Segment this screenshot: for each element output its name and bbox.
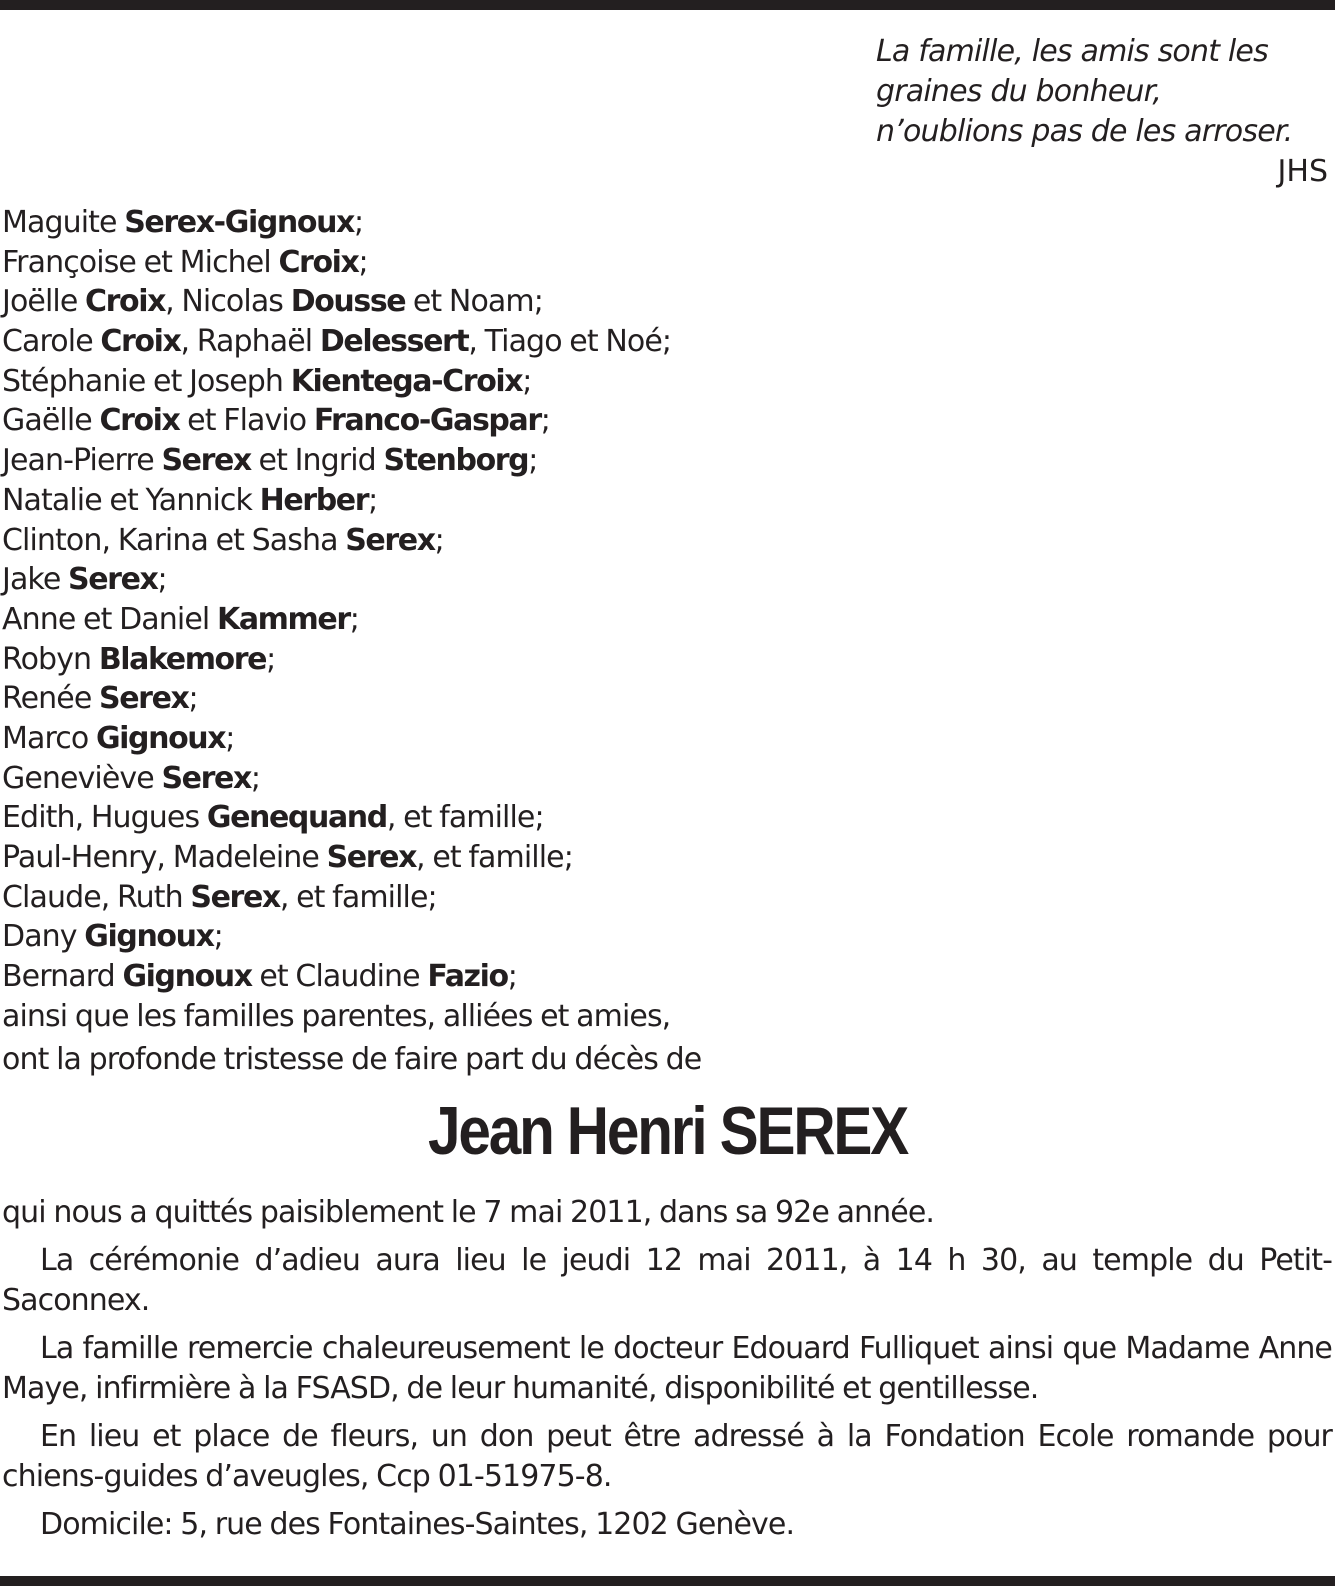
- given-names: Gaëlle: [2, 403, 100, 439]
- given-names: Carole: [2, 324, 101, 360]
- given-names: ;: [266, 641, 276, 677]
- quote-signature: JHS: [1277, 154, 1328, 189]
- given-names: , Nicolas: [165, 284, 291, 320]
- given-names: Anne et Daniel: [2, 601, 217, 637]
- mourner-line: [2, 401, 1002, 441]
- surname: Blakemore: [98, 641, 267, 677]
- given-names: ;: [188, 681, 198, 717]
- mourner-line: [2, 679, 1002, 719]
- given-names: ;: [358, 244, 368, 280]
- mourner-line: [2, 838, 1002, 878]
- given-names: ;: [522, 363, 532, 399]
- surname: Gignoux: [84, 919, 214, 955]
- notice-body: [2, 1193, 1332, 1545]
- surname: Dousse: [290, 284, 406, 320]
- given-names: ;: [434, 522, 444, 558]
- given-names: , Raphaël: [180, 324, 320, 360]
- given-names: Marco: [2, 720, 96, 756]
- mourner-line: [2, 560, 1002, 600]
- deceased-name: Jean Henri SEREX: [428, 1093, 908, 1169]
- surname: Croix: [85, 284, 166, 320]
- given-names: Natalie et Yannick: [2, 482, 260, 518]
- domicile-paragraph: Domicile: 5, rue des Fontaines-Saintes, 1202 Genève.: [40, 1507, 795, 1542]
- quote-line: graines du bonheur,: [876, 74, 1162, 109]
- given-names: Dany: [2, 919, 85, 955]
- given-names: et Ingrid: [250, 443, 384, 479]
- given-names: Clinton, Karina et Sasha: [2, 522, 346, 558]
- given-names: ;: [225, 720, 235, 756]
- mourner-line: [2, 878, 1002, 918]
- given-names: ;: [528, 443, 538, 479]
- mourner-line: [2, 640, 1002, 680]
- donation-paragraph: En lieu et place de fleurs, un don peut être adressé à la Fondation Ecole romande pour chiens-guides d’aveugles, Ccp 01-51975-8.: [2, 1419, 1332, 1494]
- ceremony-paragraph: La cérémonie d’adieu aura lieu le jeudi 12 mai 2011, à 14 h 30, au temple du Petit-Saconnex.: [2, 1243, 1332, 1318]
- surname: Serex: [68, 562, 158, 598]
- given-names: ;: [368, 482, 378, 518]
- surname: Croix: [278, 244, 359, 280]
- mourner-line: [2, 282, 1002, 322]
- surname: Serex-Gignoux: [124, 205, 354, 240]
- mourner-line: [2, 441, 1002, 481]
- surname: Gignoux: [95, 720, 226, 756]
- given-names: Stéphanie et Joseph: [2, 363, 291, 399]
- surname: Serex: [345, 522, 435, 558]
- given-names: ;: [213, 919, 223, 955]
- given-names: ;: [250, 760, 261, 796]
- mourner-line: [2, 759, 1002, 799]
- surname: Serex: [99, 681, 189, 717]
- given-names: et Flavio: [179, 403, 314, 439]
- given-names: Geneviève: [2, 760, 162, 796]
- mourner-line: [2, 521, 1002, 561]
- given-names: ;: [349, 601, 359, 637]
- given-names: Claude, Ruth: [2, 879, 191, 915]
- surname: Gignoux: [122, 959, 252, 995]
- mourner-line: [2, 917, 1002, 957]
- bottom-rule: [0, 1576, 1335, 1586]
- surname: Franco-Gaspar: [313, 403, 541, 439]
- surname: Delessert: [319, 324, 469, 360]
- given-names: Robyn: [2, 641, 99, 677]
- mourner-line: [2, 481, 1002, 521]
- surname: Croix: [99, 403, 180, 439]
- given-names: Edith, Hugues: [2, 800, 207, 836]
- top-rule: [0, 0, 1335, 10]
- thanks-paragraph: La famille remercie chaleureusement le docteur Edouard Fulliquet ainsi que Madame Anne Maye, infirmière à la FSASD, de leur humanité, disponibilité et gentillesse.: [2, 1331, 1332, 1406]
- given-names: , Tiago et Noé;: [468, 324, 672, 360]
- closing-line: ainsi que les familles parentes, alliées et amies,: [2, 998, 671, 1034]
- given-names: Jean-Pierre: [2, 443, 162, 479]
- given-names: ;: [507, 959, 517, 995]
- quote-line: La famille, les amis sont les: [876, 34, 1268, 69]
- given-names: Paul-Henry, Madeleine: [2, 840, 327, 875]
- epigraph-quote: [876, 32, 1328, 192]
- mourner-line: [2, 957, 1002, 997]
- given-names: , et famille;: [416, 840, 573, 875]
- surname: Kientega-Croix: [290, 363, 523, 399]
- mourner-line: [2, 600, 1002, 640]
- mourner-line: [2, 798, 1002, 838]
- given-names: , et famille;: [279, 879, 437, 915]
- given-names: Renée: [2, 681, 100, 717]
- given-names: et Claudine: [251, 959, 428, 995]
- mourner-line: [2, 719, 1002, 759]
- surname: Serex: [161, 760, 251, 796]
- surname: Serex: [326, 840, 417, 875]
- given-names: , et famille;: [386, 800, 544, 836]
- announcement-text: ont la profonde tristesse de faire part du décès de: [2, 1042, 702, 1077]
- mourner-line: [2, 203, 1002, 243]
- given-names: et Noam;: [405, 284, 543, 320]
- mourner-line: [2, 322, 1002, 362]
- given-names: Maguite: [2, 205, 125, 240]
- given-names: Jake: [2, 562, 69, 598]
- quote-line: n’oublions pas de les arroser.: [876, 114, 1293, 149]
- given-names: ;: [540, 403, 550, 439]
- given-names: Françoise et Michel: [2, 244, 279, 280]
- mourner-line: [2, 362, 1002, 402]
- surname: Fazio: [427, 959, 508, 995]
- given-names: ;: [353, 205, 364, 240]
- given-names: Joëlle: [2, 284, 86, 320]
- mourner-line: [2, 243, 1002, 283]
- given-names: ;: [157, 562, 167, 598]
- surname: Kammer: [216, 601, 350, 637]
- surname: Stenborg: [383, 443, 529, 479]
- mourners-list: [2, 203, 1002, 1036]
- passing-paragraph: qui nous a quittés paisiblement le 7 mai 2011, dans sa 92e année.: [2, 1195, 935, 1230]
- surname: Genequand: [206, 800, 387, 836]
- surname: Croix: [100, 324, 181, 360]
- surname: Serex: [161, 443, 251, 479]
- given-names: Bernard: [2, 959, 123, 995]
- surname: Herber: [259, 482, 369, 518]
- surname: Serex: [190, 879, 280, 915]
